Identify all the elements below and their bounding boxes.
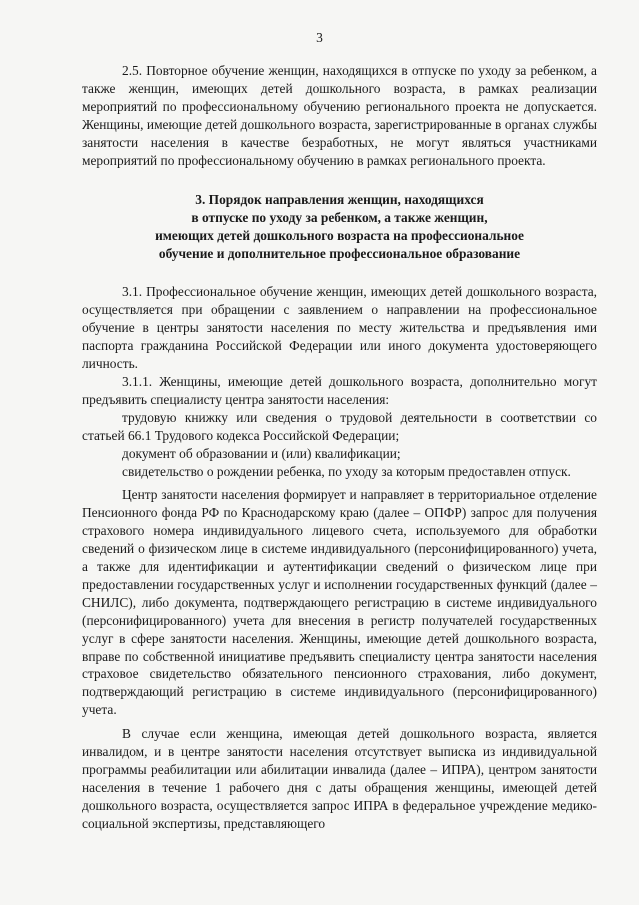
section-heading-line: имеющих детей дошкольного возраста на профессиональное [155, 228, 524, 244]
section-heading-line: 3. Порядок направления женщин, находящихся [195, 192, 484, 208]
paragraph-disabled: В случае если женщина, имеющая детей дошкольного возраста, является инвалидом, и в центре занятости населения отсутствует выписка из индивидуальной программы реабилитации или абилитации инвалида (далее – ИПРА), центром занятости населения в течение 1 рабочего дня с даты обращения женщины, имеющей детей дошкольного возраста, осуществляется запрос ИПРА в федеральное учреждение медико-социальной экспертизы, представляющего [82, 726, 597, 831]
document-body [82, 62, 597, 833]
paragraph-3-1-1: 3.1.1. Женщины, имеющие детей дошкольного возраста, дополнительно могут предъявить специалисту центра занятости населения: [82, 373, 597, 407]
page-number: 3 [316, 30, 323, 45]
paragraph-2-5: 2.5. Повторное обучение женщин, находящихся в отпуске по уходу за ребенком, а также женщин, имеющих детей дошкольного возраста, в рамках реализации мероприятий по профессиональному обучению регионального проекта не допускается. Женщины, имеющие детей дошкольного возраста, зарегистрированные в органах службы занятости населения в качестве безработных, не могут являться участниками мероприятий по профессиональному обучению в рамках регионального проекта. [82, 63, 597, 168]
section-heading-line: обучение и дополнительное профессиональное образование [158, 246, 521, 262]
paragraph-employment-center: Центр занятости населения формирует и направляет в территориальное отделение Пенсионного фонда РФ по Краснодарскому краю (далее – ОПФР) запрос для получения страхового номера индивидуального лицевого счета, используемого для обработки сведений о физическом лице в системе индивидуального (персонифицированного) учета, а также для идентификации и аутентификации сведений о физическом лице при предоставлении государственных услуг и исполнении государственных функций (далее – СНИЛС), либо документа, подтверждающего регистрацию в системе индивидуального (персонифицированного) учета для внесения в регистр получателей государственных услуг в сфере занятости населения. Женщины, имеющие детей дошкольного возраста, вправе по собственной инициативе предъявить специалисту центра занятости населения страховое свидетельство обязательного пенсионного страхования, либо документ, подтверждающий регистрацию в системе индивидуального (персонифицированного) учета. [82, 487, 597, 718]
section-heading [82, 191, 597, 263]
section-heading-line: в отпуске по уходу за ребенком, а также женщин, [191, 210, 488, 226]
list-item: документ об образовании и (или) квалификации; [122, 445, 401, 461]
paragraph-3-1: 3.1. Профессиональное обучение женщин, имеющих детей дошкольного возраста, осуществляется при обращении с заявлением о направлении на профессиональное обучение в центры занятости населения по месту жительства и предъявления ими паспорта гражданина Российской Федерации или иного документа удостоверяющего личность. [82, 284, 597, 372]
list-item: свидетельство о рождении ребенка, по уходу за которым предоставлен отпуск. [122, 463, 571, 479]
list-item: трудовую книжку или сведения о трудовой деятельности в соответствии со статьей 66.1 Трудового кодекса Российской Федерации; [82, 409, 597, 443]
